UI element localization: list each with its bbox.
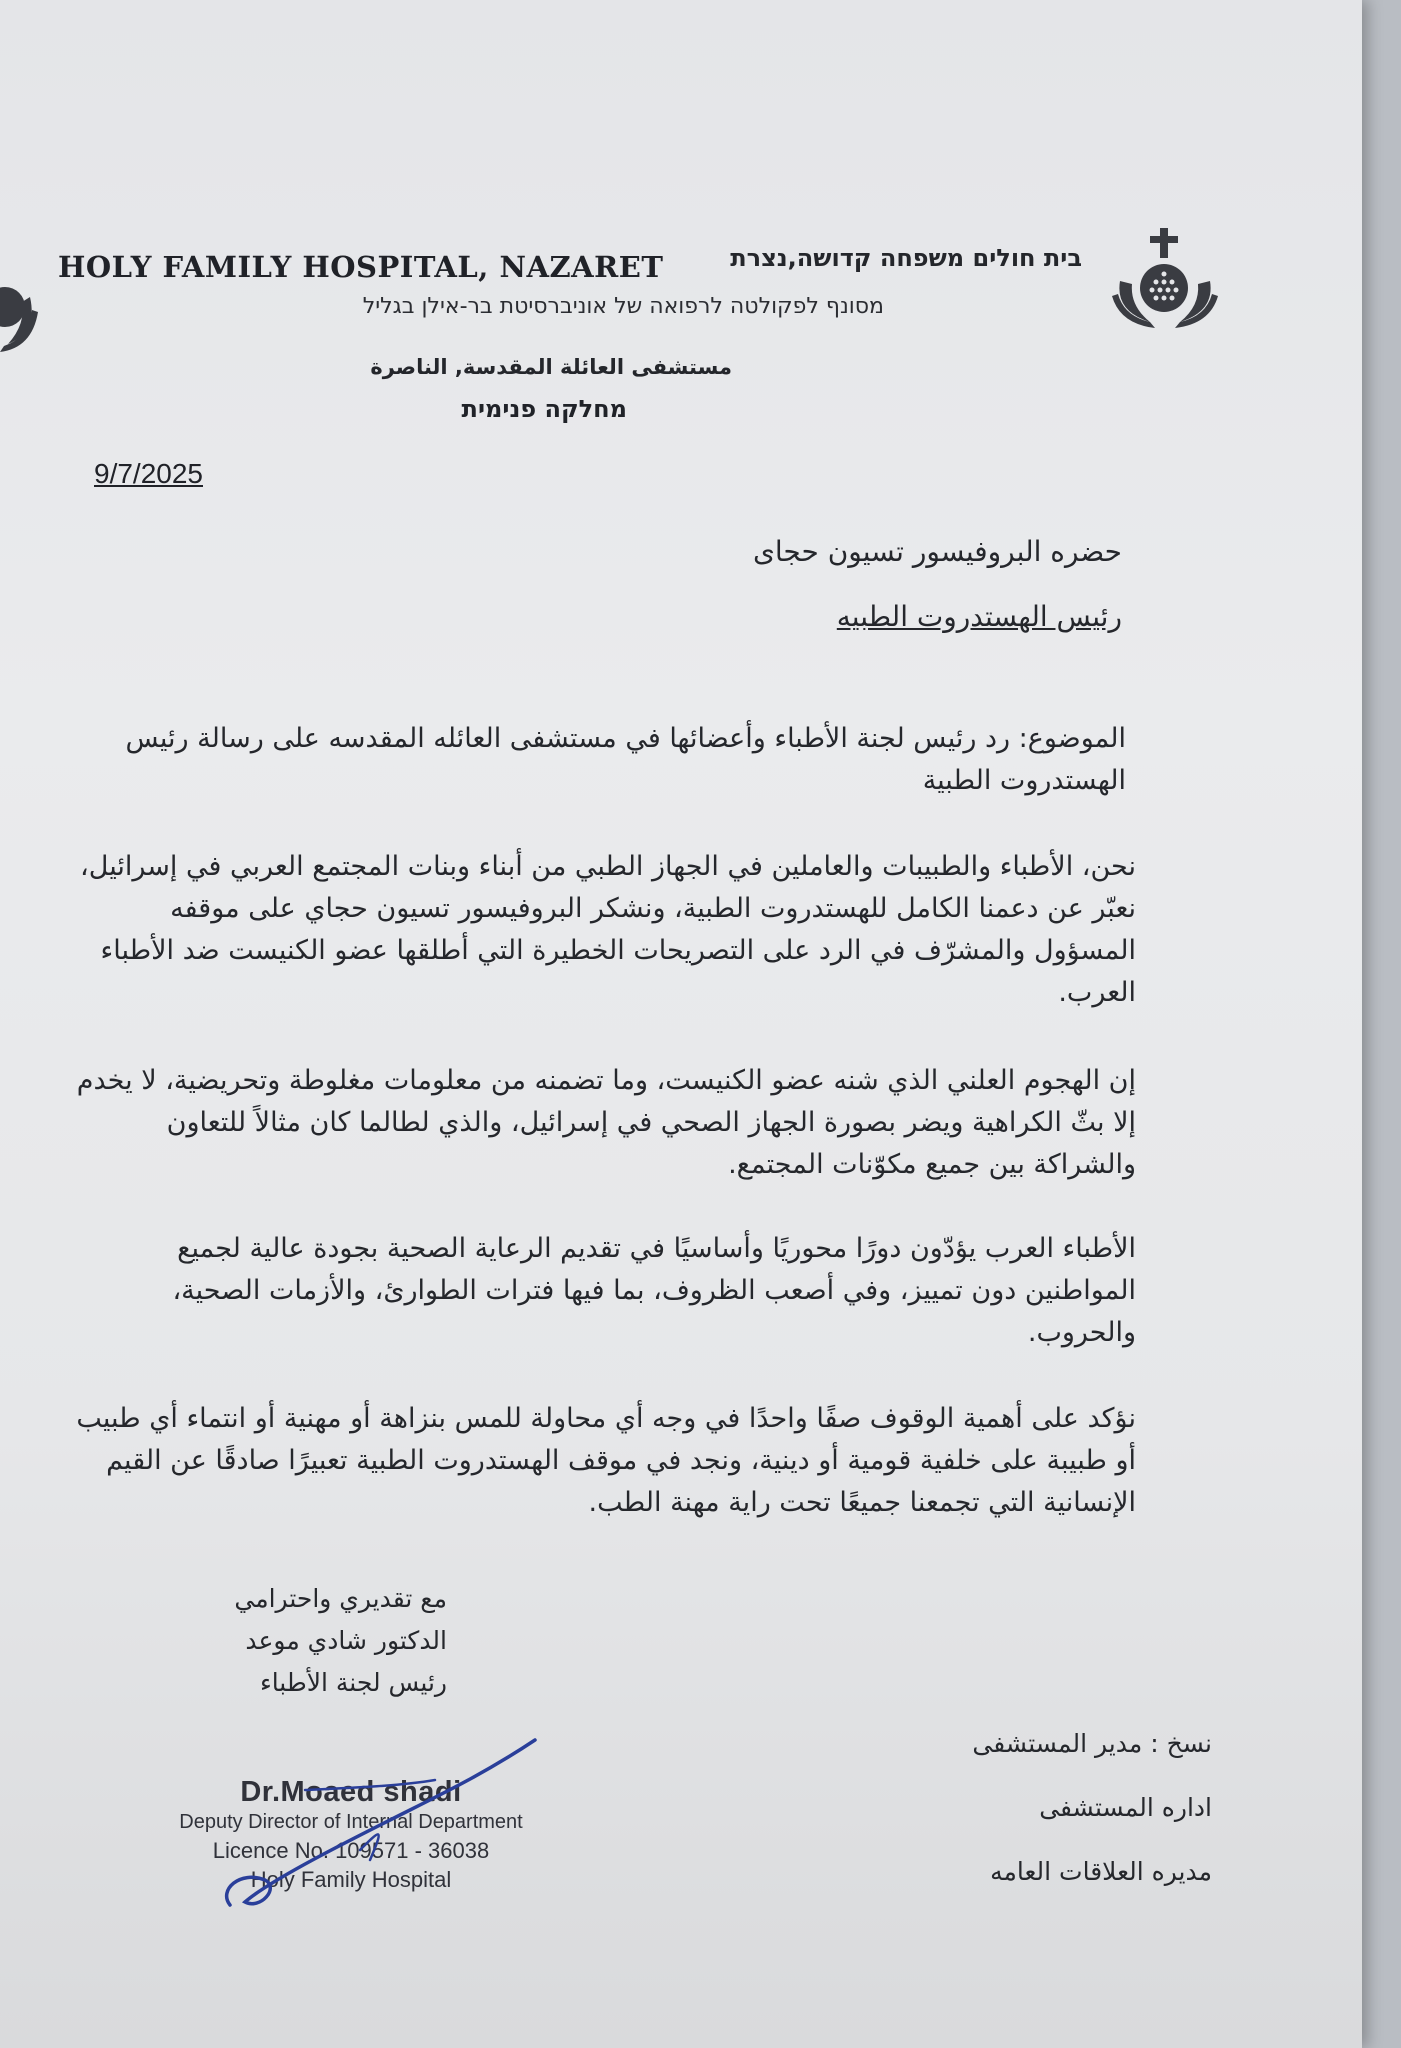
closing-regards: مع تقديري واحترامي (234, 1584, 447, 1613)
body-paragraph-3: الأطباء العرب يؤدّون دورًا محوريًا وأساسيًا في تقديم الرعاية الصحية بجودة عالية لجميع المواطنين دون تمييز، وفي أصعب الظروف، بما فيها فترات الطوارئ، والأزمات الصحية، والحروب. (172, 1233, 1136, 1348)
body-paragraph-2: إن الهجوم العلني الذي شنه عضو الكنيست، وما تضمنه من معلومات مغلوطة وتحريضية، لا يخدم إلا بثّ الكراهية ويضر بصورة الجهاز الصحي في إسرائيل، والذي لطالما كان مثالاً للتعاون والشراكة بين جميع مكوّنات المجتمع. (76, 1065, 1136, 1180)
signer-name: الدكتور شادي موعد (245, 1626, 447, 1655)
copies-block (972, 1712, 1212, 1904)
copies-line-1: نسخ : مدير المستشفى (972, 1729, 1212, 1758)
copies-line-2: اداره المستشفى (1039, 1793, 1212, 1822)
stamp-licence: Licence No. 109571 - 36038 (212, 1838, 490, 1863)
handwritten-signature (210, 1730, 550, 1920)
department-name: מחלקה פנימית (461, 395, 627, 423)
stamp-hospital: Holy Family Hospital (250, 1867, 452, 1892)
stamp-role: Deputy Director of Internal Department (179, 1811, 523, 1833)
body-paragraph-4: نؤكد على أهمية الوقوف صفًا واحدًا في وجه أي محاولة للمس بنزاهة أو مهنية أو انتماء أي طبيب أو طبيبة على خلفية قومية أو دينية، ونجد في موقف الهستدروت الطبية تعبيرًا صادقًا عن القيم الإنسانية التي تجمعنا جميعًا تحت راية مهنة الطب. (76, 1403, 1136, 1518)
hospital-english-name: HOLY FAMILY HOSPITAL, NAZARET (58, 250, 664, 284)
partial-emblem-icon (0, 262, 40, 352)
signer-title: رئيس لجنة الأطباء (259, 1668, 447, 1697)
hospital-arabic-name: مستشفى العائلة المقدسة, الناصرة (370, 355, 732, 379)
body-paragraph-1: نحن، الأطباء والطبيبات والعاملين في الجهاز الطبي من أبناء وبنات المجتمع العربي في إسرائيل، نعبّر عن دعمنا الكامل للهستدروت الطبية، ونشكر البروفيسور تسيون حجاي على موقفه المسؤول والمشرّف في الرد على التصريحات الخطيرة التي أطلقها عضو الكنيست ضد الأطباء العرب. (80, 851, 1136, 1008)
addressee-line-2: رئيس الهستدروت الطبيه (836, 600, 1122, 633)
hospital-hebrew-name: בית חולים משפחה קדושה,נצרת (730, 244, 1082, 272)
copies-line-3: مديره العلاقات العامه (990, 1857, 1212, 1886)
hebrew-affiliation: מסונף לפקולטה לרפואה של אוניברסיטת בר-אילן בגליל (362, 294, 884, 319)
stamp-name: Dr.Moaed shadi (240, 1776, 462, 1808)
letter-date: 9/7/2025 (94, 458, 203, 489)
hospital-emblem-icon (1110, 226, 1220, 336)
letter-subject: الموضوع: رد رئيس لجنة الأطباء وأعضائها في مستشفى العائله المقدسه على رسالة رئيس الهستدروت الطبية (125, 723, 1126, 796)
closing-block (234, 1578, 447, 1704)
addressee-line-1: حضره البروفيسور تسيون حجاى (752, 535, 1122, 568)
